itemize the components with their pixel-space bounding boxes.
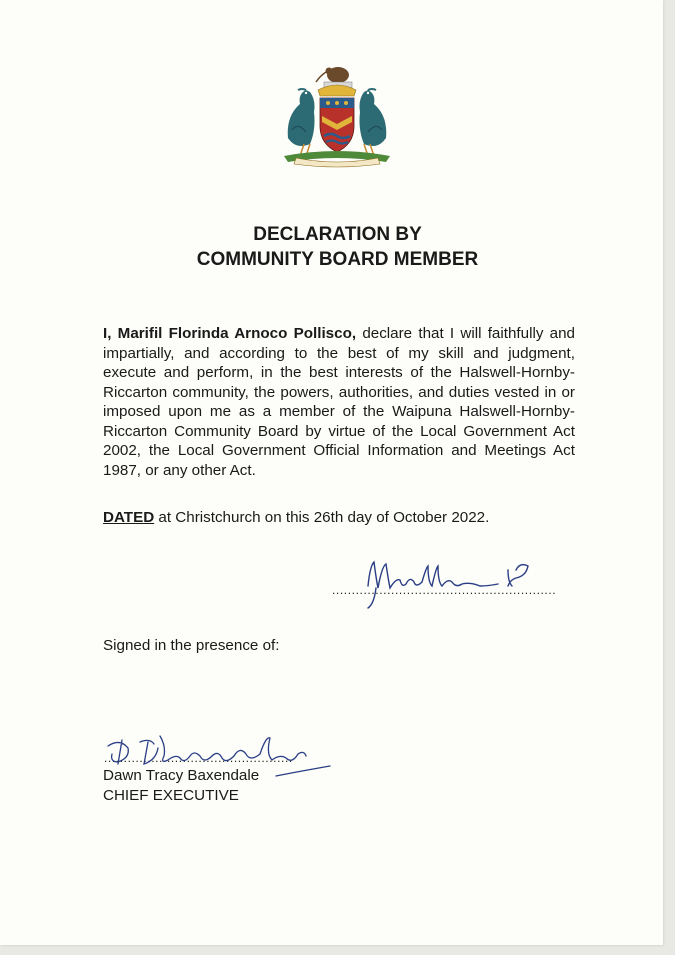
witness-name: Dawn Tracy Baxendale (103, 767, 260, 784)
declarant-name: I, Marifil Florinda Arnoco Pollisco, (103, 325, 357, 342)
dated-line (103, 508, 583, 528)
document-title (0, 222, 675, 272)
title-line-1: DECLARATION BY (253, 224, 422, 245)
member-signature (330, 548, 570, 610)
witness-block (103, 766, 259, 806)
declaration-paragraph (103, 324, 575, 480)
coat-of-arms-icon (276, 60, 398, 168)
dated-text: at Christchurch on this 26th day of October 2022. (154, 509, 490, 526)
dated-label: DATED (103, 509, 155, 526)
member-signature-line: ......................................................... (332, 583, 557, 597)
witness-role: CHIEF EXECUTIVE (103, 787, 239, 804)
title-line-2: COMMUNITY BOARD MEMBER (196, 249, 479, 270)
presence-text: Signed in the presence of: (103, 637, 280, 654)
declaration-text: declare that I will faithfully and impartially, and according to the best of my skill and judgment, execute and perform, in the best interests of the Halswell-Hornby-Riccarton community, the powers, authorities, and duties vested in or imposed upon me as a member of the Waipuna Halswell-Hornby-Riccarton Community Board by virtue of the Local Government Act 2002, the Local Government Official Information and Meetings Act 1987, or any other Act. (103, 325, 576, 479)
witness-signature-line: ................................................ (104, 751, 293, 765)
